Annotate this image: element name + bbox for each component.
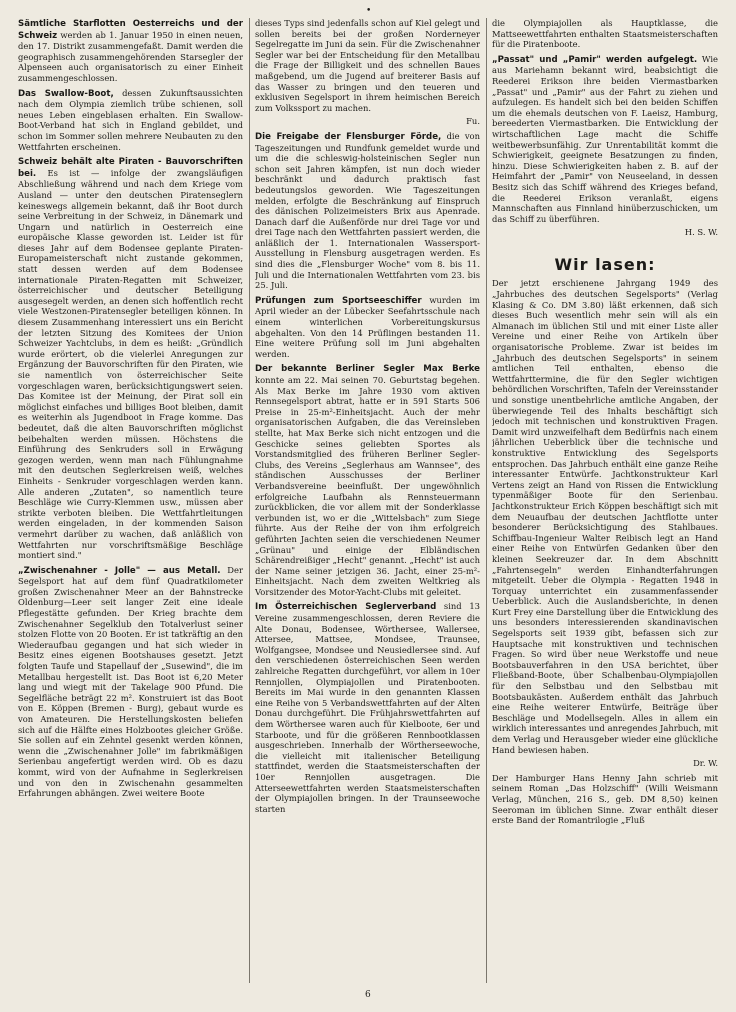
article <box>255 363 480 597</box>
article-headline: Im Österreichischen Seglerverband <box>255 602 437 613</box>
article-headline: Der bekannte Berliner Segler Max Berke <box>255 364 480 375</box>
article-body <box>255 363 480 597</box>
article-body <box>492 54 718 225</box>
article <box>255 18 480 127</box>
article-text: sind 13 Vereine zusammengeschlossen, deren Reviere die Alte Donau, Bodensee, Wörthersee, Wallersee, Attersee, Mattsee, Mondsee, Traunsee, Wolfgangsee, Mondsee und Neusiedlersee sind. Auf den verschiedenen österreichischen Seen werden zahlreiche Regatten durchgeführt, vor allem in 10er Rennjollen, Olympiajollen und Piratenbooten. Bereits im Mai wurde in den genannten Klassen eine Reihe von 5 Verbandswettfahrten auf der Alten Donau durchgeführt. Die Frühjahrswettfahrten auf dem Wörthersee waren auch für Kielboote, 6er und Starboote, und für die größeren Rennbootklassen ausgeschrieben. Innerhalb der Wörtherseewoche, die vielleicht mit italienischer Beteiligung stattfindet, werden die Staatsmeisterschaften der 10er Rennjollen ausgetragen. Die Atterseewettfahrten werden Staatsmeisterschaften der Olympiajollen bringen. In der Traunseewoche starten <box>255 601 480 814</box>
article <box>255 131 480 291</box>
article-body <box>492 773 718 826</box>
article-signature: H. S. W. <box>684 227 718 238</box>
article-text: die von Tageszeitungen und Rundfunk gemeldet wurde und um die die schleswig-holsteinischen Segler nun schon seit Jahren kämpfen, ist nun doch wieder beschränkt und dadurch praktisch fast bedeutungslos geworden. Wie Tageszeitungen melden, erfolgte die Beschränkung auf Einspruch des dänischen Polizeimeisters Brix aus Apenrade. Danach darf die Außenförde nur drei Tage vor und drei Tage nach den Wettfahrten passiert werden, die anläßlich der 1. Internationalen Wassersport-Ausstellung in Flensburg ausgetragen werden. Es sind dies die „Flensburger Woche" vom 8. bis 11. Juli und die Internationalen Wettfahrten vom 23. bis 25. Juli. <box>255 130 480 291</box>
article-body <box>255 295 480 360</box>
column-3-news <box>492 18 718 238</box>
article <box>492 18 718 50</box>
page-number: 6 <box>365 990 371 1000</box>
article-body <box>18 565 243 799</box>
article-text: Der jetzt erschienene Jahrgang 1949 des „Jahrbuches des deutschen Segelsports" (Verlag Klasing & Co. DM 3.80) läßt erkennen, daß sich dieses Buch wesentlich mehr sein will als ein Almanach im üblichen Stil und mit einer Liste aller Vereine und einer Reihe von Artikeln über organisatorische Probleme. Zwar ist beides im „Jahrbuch des deutschen Segelsports" in seinem amtlichen Teil enthalten, ebenso die Wettfahrttermine, die für den Segler wichtigen behördlichen Vorschriften, Tafeln der Vereinsstander und sonstige unentbehrliche amtliche Angaben, der überwiegende Teil des Inhalts beschäftigt sich jedoch mit technischen und konstruktiven Fragen. Damit wird unzweifelhaft dem Bedürfnis nach einem jährlichen Ueberblick über die technische und konstruktive Entwicklung des Segelsports entsprochen. Das Jahrbuch enthält eine ganze Reihe interessanter Entwürfe. Jachtkonstrukteur Karl Vertens zeigt an Hand von Rissen die Entwicklung typenmäßiger Boote für den Serienbau. Jachtkonstrukteur Erich Köppen beschäftigt sich mit dem Neuaufbau der deutschen Jachtflotte unter besonderer Berücksichtigung des Stahlbaues. Schiffbau-Ingenieur Walter Reibisch legt an Hand einer Reihe von Entwürfen Gedanken über den kleinen Seekreuzer dar. In dem Abschnitt „Fahrtensegeln" werden Einhandterfahrungen mitgeteilt. Ueber die Olympia - Regatten 1948 in Torquay unterrichtet ein zusammenfassender Ueberblick. Auch die Auslandsberichte, in denen Kurt Frey eine Darstellung über die Entwicklung des uns besonders interessierenden skandinavischen Segelsports seit 1939 gibt, befassen sich zur Hauptsache mit konstruktiven und technischen Fragen. So wird über neue Werkstoffe und neue Bootsbauverfahren in den USA berichtet, über Fließband-Boote, über Schalbenbau-Olympiajollen für den Selbstbau und den Selbstbau mit Bootsbaukästen. Außerdem enthält das Jahrbuch eine Reihe weiterer Entwürfe, Beiträge über Beschläge und Modellsegeln. Alles in allem ein wirklich interessantes und anregendes Jahrbuch, mit dem Verlag und Herausgeber wieder eine glückliche Hand bewiesen haben. <box>492 278 718 755</box>
article-text: dieses Typs sind jedenfalls schon auf Kiel gelegt und sollen bereits bei der großen Norderneyer Segelregatte im Juni da sein. Für die Zwischenahner Segler war bei der Entscheidung für den Metallbau die Frage der Billigkeit und des schnellen Baues maßgebend, um die Jugend auf breiterer Basis auf das Wasser zu bringen und den teueren und exklusiven Segelsport in ihrem heimischen Bereich zum Volkssport zu machen. <box>255 18 480 113</box>
article <box>255 601 480 814</box>
section-heading-wir-lasen: Wir lasen: <box>554 254 656 274</box>
article <box>255 295 480 360</box>
article <box>18 565 243 799</box>
article <box>492 773 718 826</box>
top-mark: • <box>366 6 372 16</box>
article-body <box>18 88 243 153</box>
article-headline: Das Swallow-Boot, <box>18 88 114 99</box>
article-signature: Fu. <box>466 116 480 127</box>
column-3 <box>492 18 718 983</box>
article-text: wurden im April wieder an der Lübecker Seefahrtsschule nach einem winterlichen Vorbereitungskursus abgehalten. Von den 14 Prüflingen bestanden 11. Eine weitere Prüfung soll im Juni abgehalten werden. <box>255 294 480 359</box>
article-headline: Schweiz behält alte Piraten - Bauvorschriften bei. <box>18 157 243 179</box>
article <box>492 278 718 768</box>
article-text: Der Segelsport hat auf dem fünf Quadratkilometer großen Zwischenahner Meer an der Bahnstrecke Oldenburg—Leer seit langer Zeit eine ideale Pflegestätte gefunden. Der Krieg brachte dem Zwischenahner Segelklub den Totalverlust seiner stolzen Flotte von 20 Booten. Er ist tatkräftig an den Wiederaufbau gegangen und hat sich wieder in Besitz eines eigenen Bootshauses gesetzt. Jetzt folgten Taufe und Stapellauf der „Susewind", die im Metallbau hergestellt ist. Das Boot ist 6,20 Meter lang und wiegt mit der Takelage 900 Pfund. Die Segelfläche beträgt 22 m². Konstruiert ist das Boot von E. Köppen (Bremen - Burg), gebaut wurde es von Amateuren. Die Herstellungskosten beliefen sich auf die Hälfte eines Holzbootes gleicher Größe. Sie sollen auf ein Zehntel gesenkt werden können, wenn die „Zwischenahner Jolle" im fabrikmäßigen Serienbau angefertigt werden wird. Ob es dazu kommt, wird von der Aufnahme in Seglerkreisen und von den in Zwischenahn gesammelten Erfahrungen abhängen. Zwei weitere Boote <box>18 564 243 799</box>
article-body <box>492 278 718 755</box>
article <box>18 156 243 561</box>
article-headline: Sämtliche Starflotten Oesterreichs und der Schweiz <box>18 19 243 41</box>
article-headline: „Passat" und „Pamir" werden aufgelegt. <box>492 54 698 65</box>
article-text: werden ab 1. Januar 1950 in einen neuen, den 17. Distrikt zusammengefaßt. Damit werden die geographisch zusammengehörenden Starsegler der Alpenseen auch organisatorisch zu einer Einheit zusammengeschlossen. <box>18 29 243 83</box>
article <box>492 54 718 238</box>
article-text: Der Hamburger Hans Henny Jahn schrieb mit seinem Roman „Das Holzschiff" (Willi Weismann Verlag, München, 216 S., geb. DM 8,50) keinen Seeroman im üblichen Sinne. Zwar enthält dieser erste Band der Romantrilogie „Fluß <box>492 772 718 826</box>
article-body <box>255 601 480 814</box>
article-headline: Prüfungen zum Sportseeschiffer <box>255 295 422 306</box>
article <box>18 88 243 153</box>
article-headline: „Zwischenahner - Jolle" — aus Metall. <box>18 565 221 576</box>
article-headline: Die Freigabe der Flensburger Förde, <box>255 131 442 142</box>
column-3-reviews <box>492 278 718 825</box>
article-text: die Olympiajollen als Hauptklasse, die Mattseewettfahrten enthalten Staatsmeisterschaften für die Piratenboote. <box>492 18 718 50</box>
column-1 <box>18 18 243 983</box>
article-body <box>18 156 243 561</box>
article-text: Es ist — infolge der zwangsläufigen Abschließung während und nach dem Kriege vom Ausland — unter den deutschen Piratenseglern keineswegs allgemein bekannt, daß ihr Boot durch seine Verbreitung in der Schweiz, in Dänemark und Ungarn und natürlich in Oesterreich eine europäische Klasse geworden ist. Leider ist für dieses Jahr auf dem Bodensee geplante Piraten-Europameisterschaft nicht zustande gekommen, statt dessen werden auf dem Bodensee internationale Piraten-Regatten mit Schweizer, österreichischer und deutscher Beteiligung ausgesegelt werden, an denen sich hoffentlich recht viele Westzonen-Piratensegler beteiligen können. In diesem Zusammenhang interessiert uns ein Bericht der letzten Sitzung des Komitees der Union Schweizer Yachtclubs, in dem es heißt: „Gründlich wurde erörtert, ob die vielerlei Anregungen zur Ergänzung der Bauvorschriften für den Piraten, wie sie namentlich von österreichischer Seite vorgeschlagen waren, berücksichtigungswert seien. Das Komitee ist der Meinung, der Pirat soll ein möglichst einfaches und billiges Boot bleiben, damit es weiterhin als Jugendboot in Frage komme. Das bedeutet, daß die alten Bauvorschriften möglichst beibehalten werden müssen. Höchstens die Einführung des Senkruders soll in Erwägung gezogen werden, wenn man nach Fühlungnahme mit den deutschen Seglerkreisen weiß, welches Einheits - Senkruder vorgeschlagen werden kann. Alle anderen „Zutaten", so namentlich teure Beschläge wie Curry-Klemmen usw., müssen aber strikte verboten bleiben. Die Wettfahrtleitungen werden eingeladen, in der kommenden Saison vermehrt darüber zu wachen, daß anläßlich von Wettfahrten nur vorschriftsmäßige Beschläge montiert sind." <box>18 167 243 561</box>
article-body <box>255 18 480 113</box>
article-text: dessen Zukunftsaussichten nach dem Olympia ziemlich trübe schienen, soll neues Leben eingeblasen erhalten. Ein Swallow-Boot-Verband hat sich in England gebildet, und schon im Sommer sollen mehrere Neubauten zu den Wettfahrten erscheinen. <box>18 87 243 152</box>
article-signature: Dr. W. <box>693 758 718 769</box>
article-text: konnte am 22. Mai seinen 70. Geburtstag begehen. Als Max Berke im Jahre 1930 vom aktiven Rennsegelsport abtrat, hatte er in 591 Starts 506 Preise in 25-m²-Einheitsjacht. Auch der mehr organisatorischen Aufgaben, die das Vereinsleben stellte, hat Max Berke sich nicht entzogen und die Geschicke seines geliebten Sportes als Vorstandsmitglied des früheren Berliner Segler-Clubs, des Vereins „Seglerhaus am Wannsee", des ständischen Ausschusses der Berliner Verbandsvereine beeinflußt. Der ungewöhnlich erfolgreiche Laufbahn als Rennsteuermann zurückblicken, die vor allem mit der Sonderklasse verbunden ist, wo er die „Wittelsbach" zum Siege führte. Aus der Reihe der von ihm erfolgreich geführten Jachten seien die verschiedenen Neumer „Grünau" und einige der Elbländischen Schärendreißiger „Hecht" genannt. „Hecht" ist auch der Name seiner jetzigen 36. Jacht, einer 25-m²-Einheitsjacht. Nach dem zweiten Weltkrieg als Vorsitzender des Motor-Yacht-Clubs mit geleitet. <box>255 375 480 597</box>
column-divider <box>486 18 487 983</box>
column-divider <box>249 18 250 983</box>
article <box>18 18 243 84</box>
article-body <box>18 18 243 84</box>
column-2 <box>255 18 480 983</box>
article-body <box>492 18 718 50</box>
article-body <box>255 131 480 291</box>
article-text: Wie aus Mariehamn bekannt wird, beabsichtigt die Reederei Erikson ihre beiden Viermastbarken „Passat" und „Pamir" aus der Fahrt zu ziehen und aufzulegen. Es handelt sich bei den beiden Schiffen um die ehemals deutschen von F. Laeisz, Hamburg, bereederten Viermastbarken. Die Entwicklung der wirtschaftlichen Lage macht die Schiffe weitbewerbsunfähig. Zur Unrentabilität kommt die Schwierigkeit, geeignete Besatzungen zu finden, hinzu. Diese Schwierigkeiten haben z. B. auf der Heimfahrt der „Pamir" von Neuseeland, in dessen Besitz sich das Schiff während des Krieges befand, die Reederei Erikson veranlaßt, eigens Mannschaften aus Finnland hinüberzuschicken, um das Schiff zu überführen. <box>492 53 718 224</box>
